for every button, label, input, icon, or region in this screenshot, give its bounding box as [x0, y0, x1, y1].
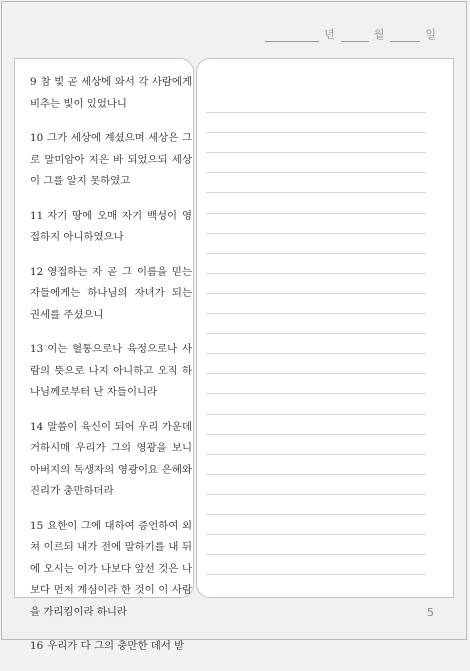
verse-text: 그가 세상에 계셨으며 세상은 그로 말미암아 지은 바 되었으되 세상이 그를 알지 못하였고 [30, 132, 192, 187]
day-blank[interactable] [390, 29, 420, 42]
writing-line[interactable] [206, 153, 426, 173]
writing-line[interactable] [206, 455, 426, 475]
year-label: 년 [324, 28, 335, 41]
writing-line[interactable] [206, 374, 426, 394]
verse-text: 참 빛 곧 세상에 와서 각 사람에게 비추는 빛이 있었나니 [30, 76, 192, 110]
writing-line[interactable] [206, 535, 426, 555]
verse [30, 339, 192, 404]
writing-line[interactable] [206, 274, 426, 294]
verse-list [30, 72, 192, 671]
verse [30, 417, 192, 503]
verse [30, 262, 192, 327]
verse [30, 636, 192, 658]
writing-line[interactable] [206, 394, 426, 414]
verse-text: 요한이 그에 대하여 증언하여 외쳐 이르되 내가 전에 말하기를 내 뒤에 오시는 이가 나보다 앞선 것은 나보다 먼저 계심이라 한 것이 이 사람을 가리킴이라 하니라 [30, 519, 192, 618]
writing-line[interactable] [206, 93, 426, 113]
month-label: 월 [373, 28, 385, 41]
page-number: 5 [427, 606, 434, 619]
verse-number: 13 [30, 343, 44, 355]
verse [30, 516, 192, 624]
verse [30, 72, 192, 115]
writing-line[interactable] [206, 173, 426, 193]
verse-text: 이는 혈통으로나 육정으로나 사람의 뜻으로 나지 아니하고 오직 하나님께로부터 난 자들이니라 [30, 343, 192, 398]
writing-line[interactable] [206, 193, 426, 213]
verse [30, 128, 192, 193]
day-label: 일 [425, 28, 436, 41]
verse-text: 자기 땅에 오매 자기 백성이 영접하지 아니하였으나 [30, 209, 192, 243]
writing-line[interactable] [206, 113, 426, 133]
verse-number: 12 [30, 265, 44, 278]
verse [30, 206, 192, 249]
writing-line[interactable] [206, 415, 426, 435]
verse-number: 15 [30, 519, 44, 532]
date-field [265, 26, 440, 42]
verse-number: 14 [30, 420, 44, 433]
verse-text: 영접하는 자 곧 그 이름을 믿는 자들에게는 하나님의 자녀가 되는 권세를 주셨으니 [30, 265, 192, 321]
writing-line[interactable] [206, 214, 426, 234]
writing-line[interactable] [206, 334, 426, 354]
verse-text: 말씀이 육신이 되어 우리 가운데 거하시매 우리가 그의 영광을 보니 아버지의 독생자의 영광이요 은혜와 진리가 충만하더라 [30, 420, 192, 497]
verse-text: 우리가 다 그의 충만한 데서 받 [47, 640, 185, 652]
writing-line[interactable] [206, 254, 426, 274]
writing-line[interactable] [206, 314, 426, 334]
year-blank[interactable] [265, 29, 319, 42]
month-blank[interactable] [341, 29, 369, 42]
verse-number: 16 [30, 640, 44, 652]
writing-line[interactable] [206, 515, 426, 535]
writing-line[interactable] [206, 495, 426, 515]
writing-line[interactable] [206, 234, 426, 254]
verse-number: 10 [30, 132, 44, 144]
writing-line[interactable] [206, 475, 426, 495]
ruled-writing-lines[interactable] [206, 93, 426, 575]
writing-line[interactable] [206, 133, 426, 153]
writing-line[interactable] [206, 555, 426, 575]
writing-line[interactable] [206, 354, 426, 374]
writing-line[interactable] [206, 294, 426, 314]
verse-number: 11 [30, 209, 44, 222]
verse-number: 9 [30, 76, 37, 88]
writing-line[interactable] [206, 435, 426, 455]
